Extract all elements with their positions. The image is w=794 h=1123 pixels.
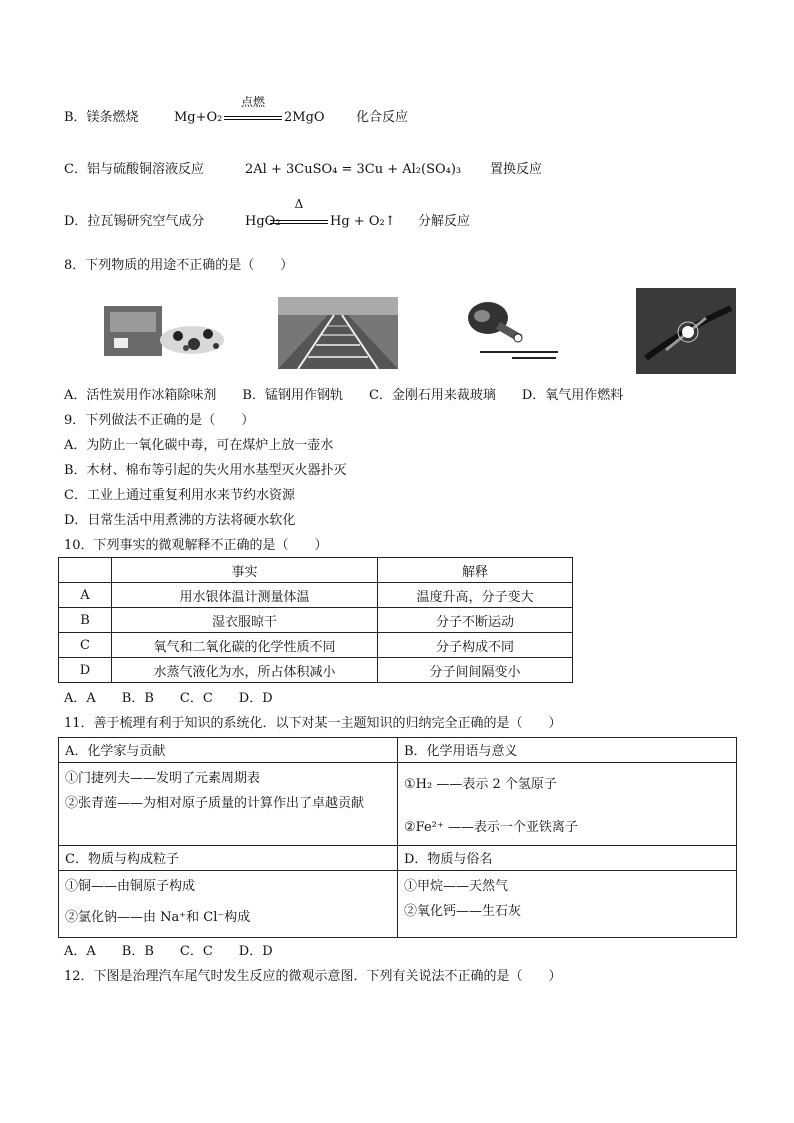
- table-row: [59, 583, 573, 608]
- table-header-cell: 解释: [378, 558, 573, 583]
- table-cell: A: [59, 583, 112, 608]
- table-cell: 用水银体温计测量体温: [112, 583, 378, 608]
- table-header-row: [59, 558, 573, 583]
- q11-a-item: ①门捷列夫——发明了元素周期表: [65, 771, 261, 786]
- q7-option-b-label: B．镁条燃烧: [64, 110, 139, 125]
- q7-b-equals-sign: [224, 116, 282, 120]
- q7-d-lhs: HgO₂: [245, 214, 281, 229]
- table-cell: 氧气和二氧化碳的化学性质不同: [112, 633, 378, 658]
- q7-d-rhs: Hg + O₂↑: [330, 214, 396, 229]
- q11-c-item: ①铜——由铜原子构成: [65, 879, 196, 894]
- table-cell: B: [59, 608, 112, 633]
- q7-d-type: 分解反应: [418, 214, 471, 229]
- table-cell: 温度升高，分子变大: [378, 583, 573, 608]
- q11-options: A．A B．B C．C D．D: [64, 944, 273, 959]
- table-cell: C: [59, 633, 112, 658]
- q11-table: [58, 737, 737, 938]
- table-cell: 分子构成不同: [378, 633, 573, 658]
- q11-c-item: ②氯化钠——由 Na⁺和 Cl⁻构成: [65, 910, 251, 925]
- q11-b-item: ①H₂ ——表示 2 个氢原子: [404, 777, 557, 792]
- q11-cell-c-title: C．物质与构成粒子: [59, 846, 398, 871]
- q7-d-equals-sign: [270, 220, 328, 224]
- diamond-glass-cutter-image: [460, 292, 560, 364]
- q11-cell-b-body: [398, 763, 737, 846]
- q7-b-type: 化合反应: [356, 110, 409, 125]
- q8-options: A．活性炭用作冰箱除味剂 B．锰钢用作钢轨 C．金刚石用来裁玻璃 D．氧气用作燃料: [64, 388, 624, 403]
- q11-stem: 11．善于梳理有利于知识的系统化．以下对某一主题知识的归纳完全正确的是（ ）: [64, 716, 562, 731]
- q9-option-a: A．为防止一氧化碳中毒，可在煤炉上放一壶水: [64, 438, 334, 453]
- q10-stem: 10．下列事实的微观解释不正确的是（ ）: [64, 538, 328, 553]
- q11-d-item: ①甲烷——天然气: [404, 879, 509, 894]
- q11-cell-c-body: [59, 871, 398, 938]
- q7-c-type: 置换反应: [490, 162, 543, 177]
- q11-cell-b-title: B．化学用语与意义: [398, 738, 737, 763]
- q9-option-c: C．工业上通过重复利用水来节约水资源: [64, 488, 295, 503]
- q11-cell-d-body: [398, 871, 737, 938]
- table-header-cell: [59, 558, 112, 583]
- q7-b-condition: 点燃: [240, 95, 265, 109]
- q9-option-d: D．日常生活中用煮沸的方法将硬水软化: [64, 513, 296, 528]
- q7-c-equation: 2Al + 3CuSO₄ = 3Cu + Al₂(SO₄)₃: [245, 162, 462, 177]
- q11-cell-d-title: D．物质与俗名: [398, 846, 737, 871]
- table-row: [59, 633, 573, 658]
- q11-cell-a-title: A．化学家与贡献: [59, 738, 398, 763]
- q11-b-item: ②Fe²⁺ ——表示一个亚铁离子: [404, 820, 578, 835]
- q9-stem: 9．下列做法不正确的是（ ）: [64, 413, 255, 428]
- table-row: [59, 608, 573, 633]
- oxygen-welding-image: [636, 288, 736, 374]
- q10-options: A．A B．B C．C D．D: [64, 691, 273, 706]
- q7-option-c-label: C．铝与硫酸铜溶液反应: [64, 162, 204, 177]
- activated-carbon-image: [100, 300, 230, 362]
- q10-table: [58, 557, 573, 683]
- table-header-cell: 事实: [112, 558, 378, 583]
- table-cell: 分子间间隔变小: [378, 658, 573, 683]
- q11-d-item: ②氧化钙——生石灰: [404, 904, 522, 919]
- table-cell: D: [59, 658, 112, 683]
- q9-option-b: B．木材、棉布等引起的失火用水基型灭火器扑灭: [64, 463, 347, 478]
- q8-stem: 8．下列物质的用途不正确的是（ ）: [64, 258, 294, 273]
- q7-b-lhs: Mg+O₂: [174, 110, 223, 125]
- steel-rail-image: [278, 297, 398, 369]
- table-cell: 水蒸气液化为水，所占体积减小: [112, 658, 378, 683]
- q12-stem: 12．下图是治理汽车尾气时发生反应的微观示意图．下列有关说法不正确的是（ ）: [64, 969, 562, 984]
- q7-b-rhs: 2MgO: [284, 110, 325, 125]
- q7-option-d-label: D．拉瓦锡研究空气成分: [64, 214, 205, 229]
- q7-d-condition: Δ: [294, 197, 304, 211]
- q11-a-item: ②张青莲——为相对原子质量的计算作出了卓越贡献: [65, 796, 365, 811]
- table-cell: 湿衣服晾干: [112, 608, 378, 633]
- table-row: [59, 658, 573, 683]
- q11-cell-a-body: [59, 763, 398, 846]
- table-cell: 分子不断运动: [378, 608, 573, 633]
